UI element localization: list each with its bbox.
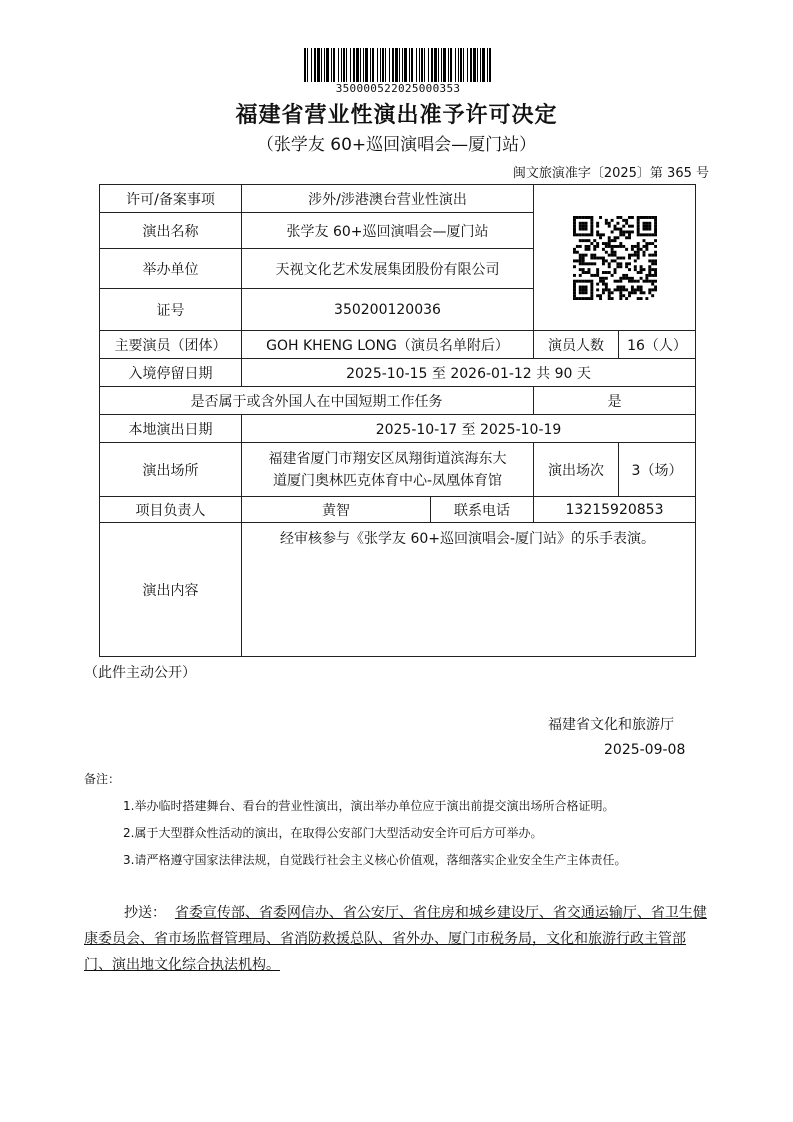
document-subtitle: （张学友 60+巡回演唱会—厦门站） bbox=[256, 135, 537, 155]
cc-paragraph bbox=[84, 900, 712, 978]
barcode-icon bbox=[304, 48, 492, 82]
show-name-label: 演出名称 bbox=[100, 213, 242, 249]
show-count-value: 3（场） bbox=[619, 443, 696, 497]
organizer-value: 天视文化艺术发展集团股份有限公司 bbox=[242, 249, 534, 289]
manager-label: 项目负责人 bbox=[100, 497, 242, 523]
stay-period-value: 2025-10-15 至 2026-01-12 共 90 天 bbox=[242, 359, 696, 387]
local-dates-label: 本地演出日期 bbox=[100, 415, 242, 443]
qr-code-cell bbox=[534, 185, 696, 331]
venue-value-line2: 道厦门奥林匹克体育中心-凤凰体育馆 bbox=[272, 472, 503, 489]
document-title: 福建省营业性演出准予许可决定 bbox=[235, 103, 558, 128]
issuer-name: 福建省文化和旅游厅 bbox=[548, 717, 674, 733]
performer-count-label: 演员人数 bbox=[534, 331, 619, 359]
foreign-work-question: 是否属于或含外国人在中国短期工作任务 bbox=[100, 387, 534, 415]
cc-recipients: 省委宣传部、省委网信办、省公安厅、省住房和城乡建设厅、省交通运输厅、省卫生健康委员会、省市场监督管理局、省消防救援总队、省外办、厦门市税务局，文化和旅游行政主管部门、演出地文化综合执法机构。 bbox=[84, 905, 707, 973]
document-number: 闽文旅演准字〔2025〕第 365 号 bbox=[512, 166, 709, 181]
content-value: 经审核参与《张学友 60+巡回演唱会-厦门站》的乐手表演。 bbox=[242, 523, 696, 657]
performer-count-value: 16（人） bbox=[619, 331, 696, 359]
qr-code-icon[interactable] bbox=[573, 216, 657, 300]
phone-value: 13215920853 bbox=[534, 497, 696, 523]
stay-period-label: 入境停留日期 bbox=[100, 359, 242, 387]
main-performer-label: 主要演员（团体） bbox=[100, 331, 242, 359]
license-value: 350200120036 bbox=[242, 289, 534, 331]
permit-type-label: 许可/备案事项 bbox=[100, 185, 242, 213]
remark-item: 3.请严格遵守国家法律法规，自觉践行社会主义核心价值观，落细落实企业安全生产主体责任。 bbox=[123, 853, 627, 867]
license-label: 证号 bbox=[100, 289, 242, 331]
manager-value: 黄智 bbox=[242, 497, 431, 523]
organizer-label: 举办单位 bbox=[100, 249, 242, 289]
venue-value bbox=[242, 443, 534, 497]
phone-label: 联系电话 bbox=[431, 497, 534, 523]
remark-item: 1.举办临时搭建舞台、看台的营业性演出，演出举办单位应于演出前提交演出场所合格证明。 bbox=[123, 799, 615, 813]
main-performer-value: GOH KHENG LONG（演员名单附后） bbox=[242, 331, 534, 359]
remarks-title: 备注： bbox=[84, 772, 121, 786]
local-dates-value: 2025-10-17 至 2025-10-19 bbox=[242, 415, 696, 443]
foreign-work-answer: 是 bbox=[534, 387, 696, 415]
venue-label: 演出场所 bbox=[100, 443, 242, 497]
show-count-label: 演出场次 bbox=[534, 443, 619, 497]
show-name-value: 张学友 60+巡回演唱会—厦门站 bbox=[242, 213, 534, 249]
remark-item: 2.属于大型群众性活动的演出，在取得公安部门大型活动安全许可后方可举办。 bbox=[123, 826, 543, 840]
permit-table bbox=[99, 184, 696, 657]
venue-value-line1: 福建省厦门市翔安区凤翔街道滨海东大 bbox=[268, 450, 507, 467]
public-note: （此件主动公开） bbox=[84, 665, 196, 681]
barcode-number: 350000522025000353 bbox=[335, 82, 461, 95]
content-label: 演出内容 bbox=[100, 523, 242, 657]
permit-type-value: 涉外/涉港澳台营业性演出 bbox=[242, 185, 534, 213]
cc-label: 抄送： bbox=[124, 905, 166, 921]
issue-date: 2025-09-08 bbox=[604, 742, 686, 758]
